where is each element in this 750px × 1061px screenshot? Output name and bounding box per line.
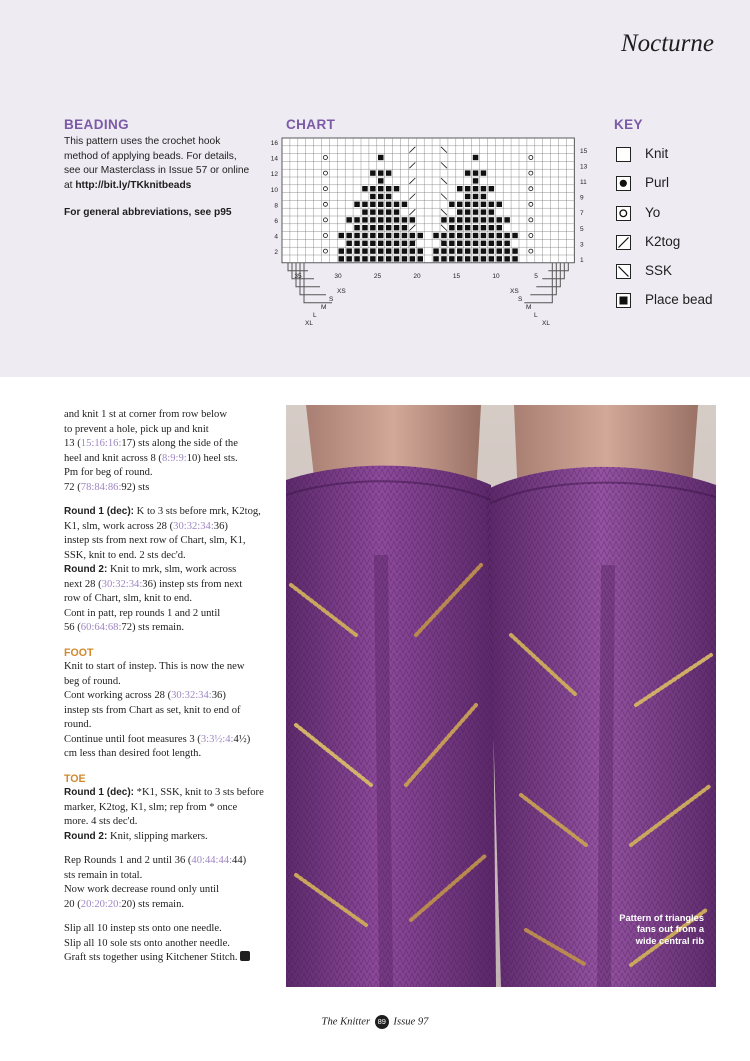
caption-line: Pattern of triangles: [619, 912, 704, 923]
size-label-right: S: [518, 296, 523, 303]
place-bead-mark: [457, 225, 463, 230]
size-label-left: XS: [337, 288, 346, 295]
place-bead-mark: [489, 186, 495, 191]
place-bead-mark: [497, 256, 503, 261]
place-bead-mark: [378, 186, 384, 191]
place-bead-mark: [354, 241, 360, 246]
place-bead-mark: [394, 202, 400, 207]
place-bead-mark: [370, 248, 376, 253]
key-item-purl: [614, 172, 744, 201]
place-bead-mark: [473, 217, 479, 222]
place-bead-mark: [433, 248, 439, 253]
place-bead-mark: [402, 202, 408, 207]
place-bead-mark: [449, 202, 455, 207]
place-bead-mark: [465, 209, 471, 214]
place-bead-mark: [465, 248, 471, 253]
place-bead-mark: [394, 233, 400, 238]
instruction-line: round.: [64, 719, 92, 730]
place-bead-mark: [504, 256, 510, 261]
size-label-right: L: [534, 312, 538, 319]
place-bead-mark: [497, 217, 503, 222]
magazine-name: The Knitter: [321, 1016, 371, 1028]
size-bracket-right: [548, 263, 568, 271]
place-bead-mark: [489, 202, 495, 207]
beading-heading: BEADING: [64, 117, 130, 132]
instruction-line: Pm for beg of round.: [64, 467, 153, 478]
instruction-line: beg of round.: [64, 675, 121, 687]
place-bead-mark: [362, 186, 368, 191]
place-bead-mark: [394, 241, 400, 246]
place-bead-mark: [433, 256, 439, 261]
page-footer: [0, 1015, 750, 1029]
key-label: Place bead: [645, 292, 713, 308]
place-bead-mark: [481, 170, 487, 175]
row-number-left: 14: [270, 155, 278, 163]
place-bead-mark: [386, 217, 392, 222]
end-of-article-icon: [240, 951, 250, 961]
place-bead-mark: [378, 209, 384, 214]
place-bead-mark: [489, 248, 495, 253]
foot-heading: FOOT: [64, 646, 94, 659]
place-bead-mark: [394, 217, 400, 222]
instruction-line: Continue until foot measures 3 (3:3½:4:4½): [64, 733, 251, 745]
place-bead-mark: [457, 241, 463, 246]
place-bead-mark: [386, 170, 392, 175]
place-bead-mark: [465, 202, 471, 207]
place-bead-mark: [481, 248, 487, 253]
place-bead-mark: [512, 256, 518, 261]
place-bead-mark: [465, 194, 471, 199]
place-bead-mark: [441, 233, 447, 238]
place-bead-mark: [339, 256, 345, 261]
place-bead-mark: [354, 225, 360, 230]
purl-symbol-icon: [616, 176, 631, 191]
place-bead-mark: [370, 186, 376, 191]
place-bead-mark: [418, 233, 424, 238]
page-number: 89: [375, 1015, 389, 1029]
place-bead-mark: [457, 248, 463, 253]
place-bead-mark: [362, 256, 368, 261]
place-bead-mark: [362, 209, 368, 214]
place-bead-mark: [386, 186, 392, 191]
toe-heading: TOE: [64, 772, 86, 785]
place-bead-mark: [433, 233, 439, 238]
place-bead-mark: [378, 256, 384, 261]
place-bead-mark: [504, 241, 510, 246]
place-bead-mark: [370, 233, 376, 238]
size-bracket-left: [304, 263, 332, 303]
instruction-line: 56 (60:64:68:72) sts remain.: [64, 622, 185, 633]
place-bead-mark: [473, 209, 479, 214]
place-bead-mark: [386, 202, 392, 207]
instruction-line: Cont working across 28 (30:32:34:36): [64, 690, 226, 701]
k2tog-symbol-icon: [616, 235, 631, 250]
place-bead-mark: [473, 225, 479, 230]
place-bead-mark: [378, 178, 384, 183]
place-bead-mark: [473, 233, 479, 238]
key-item-k2tog: [614, 231, 744, 260]
place-bead-mark: [394, 225, 400, 230]
row-number-right: 11: [580, 179, 587, 186]
round-label: Round 2:: [64, 564, 108, 575]
beading-line: at http://bit.ly/TKknitbeads: [64, 180, 192, 192]
size-label-right: XL: [542, 320, 550, 327]
place-bead-mark: [465, 170, 471, 175]
place-bead-mark: [489, 256, 495, 261]
place-bead-mark: [402, 233, 408, 238]
place-bead-mark: [473, 202, 479, 207]
place-bead-mark: [481, 202, 487, 207]
size-label-left: L: [313, 312, 317, 319]
key-heading: KEY: [614, 117, 643, 132]
beading-line: method of applying beads. For details,: [64, 150, 237, 162]
knitting-chart: [265, 135, 595, 330]
place-bead-mark: [370, 217, 376, 222]
place-bead-mark: [386, 194, 392, 199]
row-number-right: 1: [580, 257, 584, 264]
row-number-left: 2: [274, 249, 278, 257]
place-bead-mark: [354, 202, 360, 207]
place-bead-mark: [457, 209, 463, 214]
place-bead-mark: [504, 233, 510, 238]
place-bead-mark: [402, 256, 408, 261]
place-bead-mark: [354, 256, 360, 261]
chart-heading: CHART: [286, 117, 336, 132]
abbreviations-note: For general abbreviations, see p95: [64, 207, 232, 218]
column-number: 35: [294, 273, 302, 280]
place-bead-mark: [465, 225, 471, 230]
place-bead-mark: [410, 233, 416, 238]
place-bead-mark: [370, 202, 376, 207]
place-bead-mark: [418, 256, 424, 261]
column-number: 30: [334, 273, 342, 280]
photo-caption: [584, 913, 704, 948]
place-bead-mark: [346, 241, 352, 246]
place-bead-mark: [370, 256, 376, 261]
place-bead-mark: [465, 233, 471, 238]
place-bead-mark: [497, 248, 503, 253]
instruction-line: Rep Rounds 1 and 2 until 36 (40:44:44:44): [64, 855, 247, 866]
size-label-left: M: [321, 304, 327, 311]
row-number-left: 10: [270, 186, 278, 194]
round-label: Round 1 (dec):: [64, 506, 134, 517]
row-number-left: 8: [274, 202, 278, 210]
place-bead-mark: [370, 170, 376, 175]
size-label-right: M: [526, 304, 532, 311]
place-bead-mark: [410, 256, 416, 261]
row-number-left: 16: [270, 140, 278, 147]
place-bead-mark: [489, 217, 495, 222]
caption-line: wide central rib: [635, 935, 704, 946]
instruction-line: Cont in patt, rep rounds 1 and 2 until: [64, 607, 221, 619]
pattern-instructions: [64, 408, 276, 966]
row-number-right: 15: [580, 147, 588, 155]
row-number-left: 4: [274, 233, 278, 241]
place-bead-mark: [378, 170, 384, 175]
place-bead-mark: [339, 248, 345, 253]
place-bead-mark: [362, 241, 368, 246]
place-bead-mark: [378, 194, 384, 199]
column-number: 25: [373, 273, 382, 280]
place-bead-mark: [473, 186, 479, 191]
row-number-left: 6: [274, 218, 278, 225]
beading-line: This pattern uses the crochet hook: [64, 136, 221, 147]
beading-line: see our Masterclass in Issue 57 or online: [64, 165, 250, 177]
place-bead-mark: [394, 248, 400, 253]
place-bead-mark: [457, 217, 463, 222]
place-bead-mark: [346, 248, 352, 253]
place-bead-mark: [449, 225, 455, 230]
instruction-line: marker, K2tog, K1, slm; rep from * once: [64, 801, 238, 813]
place-bead-mark: [481, 194, 487, 199]
place-bead-mark: [441, 217, 447, 222]
place-bead-mark: [370, 194, 376, 199]
place-bead-mark: [402, 248, 408, 253]
instruction-line: Round 1 (dec): *K1, SSK, knit to 3 sts before: [64, 787, 264, 798]
pattern-title: Nocturne: [620, 30, 714, 57]
place-bead-mark: [346, 233, 352, 238]
chart-grid: [282, 138, 574, 263]
beading-link[interactable]: http://bit.ly/TKknitbeads: [75, 180, 192, 192]
place-bead-mark: [362, 248, 368, 253]
place-bead-mark: [410, 248, 416, 253]
place-bead-mark: [465, 186, 471, 191]
instruction-line: instep sts from Chart as set, knit to end of: [64, 704, 241, 716]
place-bead-mark: [481, 217, 487, 222]
row-number-right: 3: [580, 241, 584, 249]
instruction-line: Round 2: Knit to mrk, slm, work across: [64, 564, 237, 575]
instruction-line: Slip all 10 instep sts onto one needle.: [64, 923, 222, 934]
instruction-line: next 28 (30:32:34:36) instep sts from next: [64, 578, 243, 590]
place-bead-mark: [457, 186, 463, 191]
instruction-line: 13 (15:16:16:17) sts along the side of the: [64, 438, 238, 449]
beading-text: [64, 135, 279, 194]
place-bead-mark: [378, 225, 384, 230]
size-bracket-left: [288, 263, 308, 271]
sock-photo: [286, 405, 716, 987]
place-bead-mark: [512, 233, 518, 238]
instruction-line: 20 (20:20:20:20) sts remain.: [64, 898, 185, 910]
round-label: Round 1 (dec):: [64, 787, 134, 798]
place-bead-mark: [473, 178, 479, 183]
place-bead-mark: [449, 256, 455, 261]
column-number: 20: [413, 273, 421, 280]
row-number-left: 12: [270, 171, 278, 179]
place-bead-mark: [402, 225, 408, 230]
place-bead-mark: [481, 241, 487, 246]
place-bead-mark: [378, 217, 384, 222]
place-bead-mark: [354, 233, 360, 238]
place-bead-mark: [378, 155, 384, 160]
place-bead-mark: [370, 209, 376, 214]
instruction-line: to prevent a hole, pick up and knit: [64, 423, 209, 435]
instruction-line: Now work decrease round only until: [64, 884, 220, 895]
instruction-line: cm less than desired foot length.: [64, 748, 202, 759]
place-bead-mark: [489, 209, 495, 214]
instruction-line: Round 1 (dec): K to 3 sts before mrk, K2tog,: [64, 506, 261, 517]
place-bead-mark: [394, 209, 400, 214]
key-label: K2tog: [645, 233, 681, 249]
place-bead-mark: [418, 248, 424, 253]
key-label: Knit: [645, 146, 669, 161]
place-bead-mark: [473, 241, 479, 246]
place-bead-mark: [504, 217, 510, 222]
place-bead-symbol-icon: [616, 293, 631, 308]
place-bead-mark: [497, 225, 503, 230]
key-label: Purl: [645, 175, 670, 191]
place-bead-mark: [497, 233, 503, 238]
place-bead-mark: [489, 225, 495, 230]
place-bead-mark: [473, 170, 479, 175]
issue-number: Issue 97: [393, 1016, 429, 1028]
row-number-right: 13: [580, 163, 588, 171]
sock-photo-illustration: [286, 405, 716, 987]
column-number: 10: [492, 273, 500, 280]
instruction-line: instep sts from next row of Chart, slm, K1,: [64, 535, 246, 546]
place-bead-mark: [481, 225, 487, 230]
instruction-line: and knit 1 st at corner from row below: [64, 409, 227, 420]
place-bead-mark: [457, 233, 463, 238]
row-number-right: 7: [580, 210, 584, 218]
place-bead-mark: [449, 233, 455, 238]
place-bead-mark: [473, 194, 479, 199]
column-number: 15: [452, 273, 461, 280]
place-bead-mark: [473, 248, 479, 253]
place-bead-mark: [497, 241, 503, 246]
place-bead-mark: [504, 248, 510, 253]
ssk-symbol-icon: [616, 264, 631, 279]
place-bead-mark: [386, 241, 392, 246]
place-bead-mark: [481, 233, 487, 238]
size-label-left: S: [329, 296, 334, 303]
key-label: SSK: [645, 263, 673, 279]
column-number: 5: [534, 273, 538, 280]
place-bead-mark: [346, 217, 352, 222]
place-bead-mark: [362, 225, 368, 230]
place-bead-mark: [370, 241, 376, 246]
place-bead-mark: [449, 241, 455, 246]
size-label-left: XL: [305, 320, 313, 327]
place-bead-mark: [362, 202, 368, 207]
round-label: Round 2:: [64, 830, 108, 842]
knit-symbol-icon: [616, 147, 631, 162]
place-bead-mark: [386, 248, 392, 253]
place-bead-mark: [410, 217, 416, 222]
place-bead-mark: [354, 248, 360, 253]
key-item-place-bead: [614, 289, 744, 318]
place-bead-mark: [386, 209, 392, 214]
place-bead-mark: [378, 241, 384, 246]
place-bead-mark: [394, 256, 400, 261]
place-bead-mark: [465, 256, 471, 261]
place-bead-mark: [481, 186, 487, 191]
instruction-line: heel and knit across 8 (8:9:9:10) heel sts.: [64, 452, 238, 464]
place-bead-mark: [354, 217, 360, 222]
place-bead-mark: [370, 225, 376, 230]
instruction-line: SSK, knit to end. 2 sts dec'd.: [64, 549, 186, 561]
place-bead-mark: [394, 186, 400, 191]
place-bead-mark: [362, 233, 368, 238]
place-bead-mark: [473, 256, 479, 261]
instruction-line: row of Chart, slm, knit to end.: [64, 593, 192, 604]
row-number-right: 5: [580, 225, 584, 233]
place-bead-mark: [402, 217, 408, 222]
instruction-line: Slip all 10 sole sts onto another needle.: [64, 937, 230, 949]
instruction-line: Graft sts together using Kitchener Stitch.: [64, 951, 276, 966]
place-bead-mark: [457, 256, 463, 261]
place-bead-mark: [378, 202, 384, 207]
yo-symbol-icon: [616, 206, 631, 221]
place-bead-mark: [489, 241, 495, 246]
key-item-ssk: [614, 260, 744, 289]
size-bracket-right: [524, 263, 552, 303]
place-bead-mark: [339, 233, 345, 238]
place-bead-mark: [481, 256, 487, 261]
instruction-line: K1, slm, work across 28 (30:32:34:36): [64, 520, 228, 532]
key-item-yo: [614, 202, 744, 231]
row-number-right: 9: [580, 194, 584, 202]
place-bead-mark: [402, 241, 408, 246]
place-bead-mark: [386, 233, 392, 238]
instruction-line: more. 4 sts dec'd.: [64, 816, 138, 827]
place-bead-mark: [489, 233, 495, 238]
instruction-line: Knit to start of instep. This is now the new: [64, 661, 245, 672]
place-bead-mark: [441, 248, 447, 253]
instruction-line: 72 (78:84:86:92) sts: [64, 481, 150, 493]
place-bead-mark: [386, 256, 392, 261]
size-label-right: XS: [510, 288, 519, 295]
place-bead-mark: [512, 248, 518, 253]
instruction-line: sts remain in total.: [64, 869, 143, 881]
place-bead-mark: [457, 202, 463, 207]
key-item-knit: [614, 143, 744, 172]
place-bead-mark: [441, 256, 447, 261]
place-bead-mark: [346, 256, 352, 261]
instruction-line: Round 2: Knit, slipping markers.: [64, 830, 208, 842]
place-bead-mark: [386, 225, 392, 230]
place-bead-mark: [473, 155, 479, 160]
place-bead-mark: [449, 248, 455, 253]
place-bead-mark: [481, 209, 487, 214]
place-bead-mark: [497, 202, 503, 207]
chart-key: [614, 143, 744, 319]
caption-line: fans out from a: [636, 924, 704, 934]
place-bead-mark: [449, 217, 455, 222]
place-bead-mark: [378, 233, 384, 238]
key-label: Yo: [645, 204, 661, 220]
place-bead-mark: [465, 217, 471, 222]
place-bead-mark: [378, 248, 384, 253]
place-bead-mark: [362, 217, 368, 222]
place-bead-mark: [465, 241, 471, 246]
